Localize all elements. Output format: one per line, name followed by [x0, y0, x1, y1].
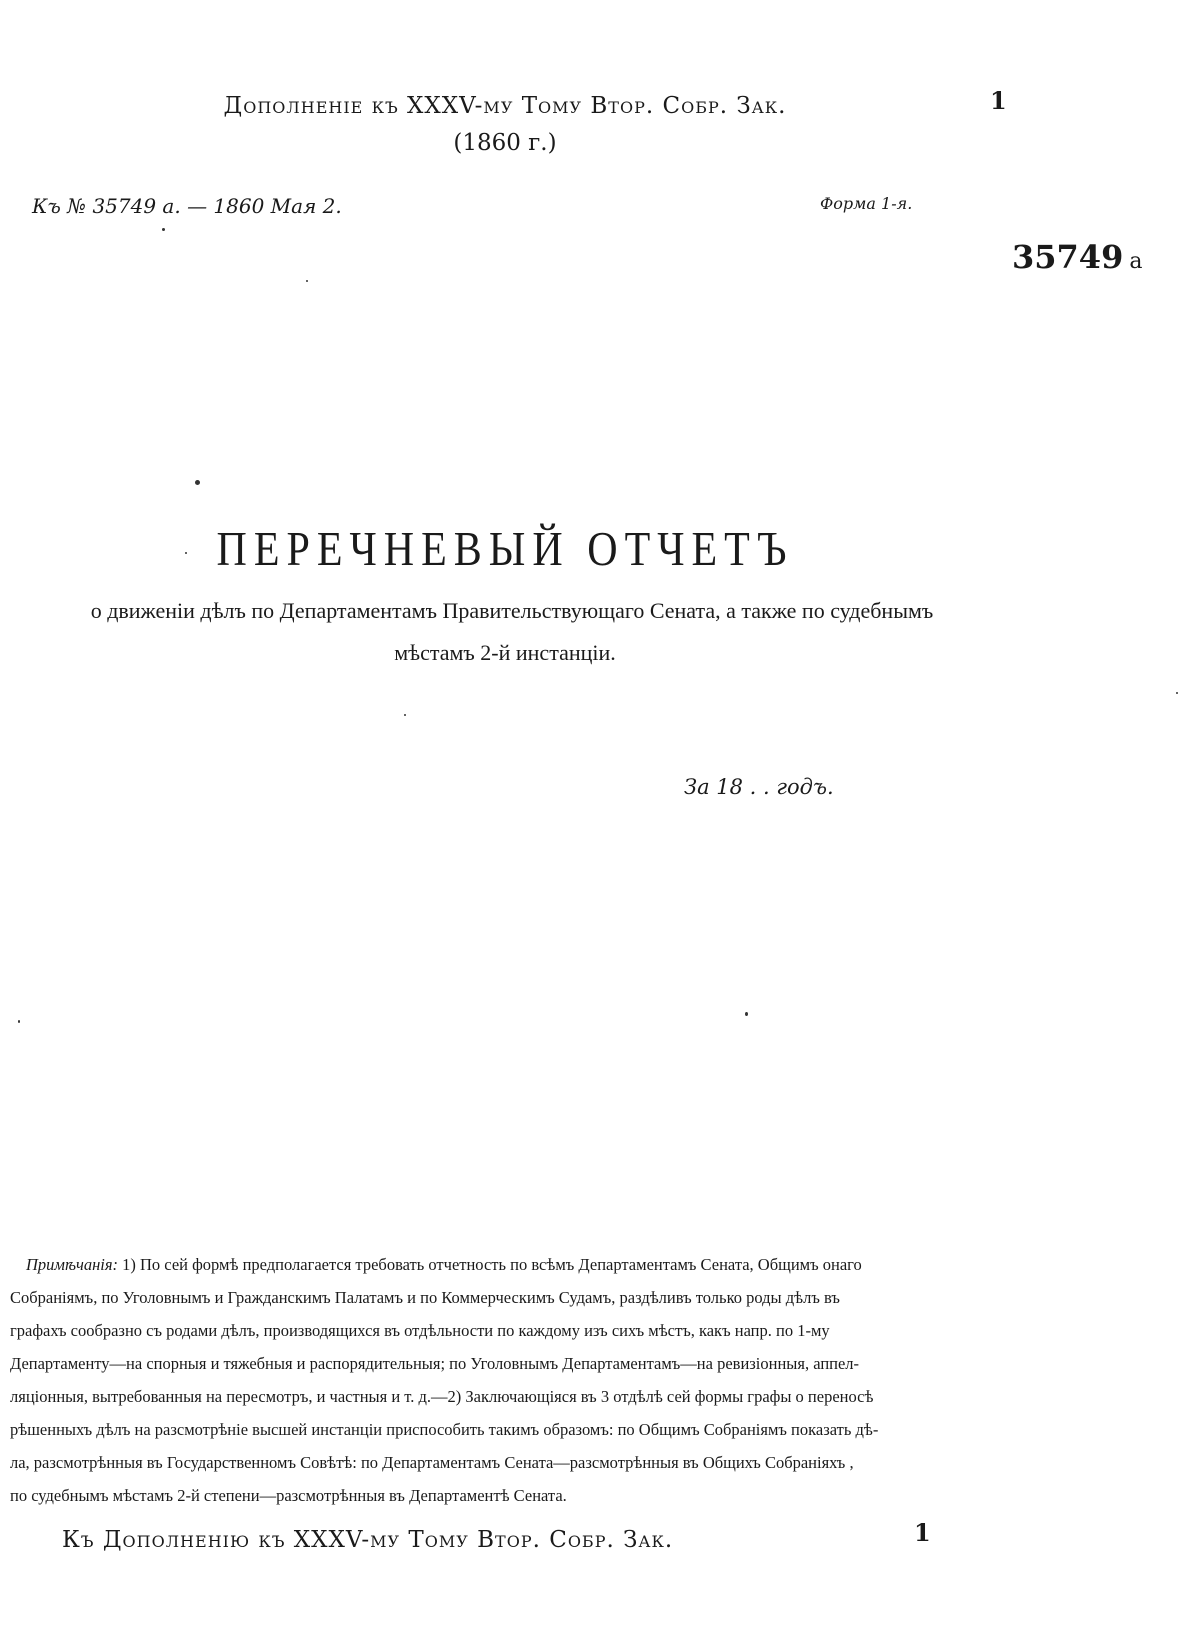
- document-number: [1012, 238, 1142, 276]
- footer-title: Къ Дополненію къ XXXV-му Тому Втор. Собр. Зак.: [62, 1527, 674, 1553]
- page-number-bottom: 1: [914, 1518, 931, 1547]
- page-number-top: 1: [990, 86, 1007, 115]
- notes-line: [10, 1248, 1050, 1281]
- document-number-suffix: а: [1129, 249, 1143, 274]
- subtitle-line-2: мѣстамъ 2-й инстанціи.: [394, 640, 616, 665]
- report-year-line: За 18 . . годъ.: [684, 775, 834, 799]
- notes-line-1: 1) По сей формѣ предполагается требовать отчетность по всѣмъ Департаментамъ Сената, Общимъ онаго: [118, 1255, 862, 1274]
- scan-speck: [18, 1020, 20, 1023]
- form-label: Форма 1-я.: [820, 194, 913, 213]
- scan-speck: [185, 552, 187, 554]
- scan-speck: [1176, 692, 1178, 694]
- scan-speck: [195, 480, 200, 485]
- notes-line-2: Собраніямъ, по Уголовнымъ и Гражданскимъ Палатамъ и по Коммерческимъ Судамъ, раздѣливъ только роды дѣлъ въ: [10, 1288, 840, 1307]
- header-title: Дополненіе къ XXXV-му Тому Втор. Собр. Зак.: [223, 93, 787, 119]
- scan-speck: [306, 280, 308, 282]
- subtitle-line-1: о движеніи дѣлъ по Департаментамъ Правительствующаго Сената, а также по судебнымъ: [90, 598, 934, 623]
- header-year: (1860 г.): [453, 130, 557, 156]
- main-title: ПЕРЕЧНЕВЫЙ ОТЧЕТЪ: [216, 523, 794, 577]
- scan-speck: [162, 228, 165, 231]
- notes-line-3: графахъ сообразно съ родами дѣлъ, производящихся въ отдѣльности по каждому изъ сихъ мѣстъ, какъ напр. по 1-му: [10, 1321, 830, 1340]
- notes-line-7: ла, разсмотрѣнныя въ Государственномъ Совѣтѣ: по Департаментамъ Сената—разсмотрѣнныя въ Общихъ Собраніяхъ ,: [10, 1453, 854, 1472]
- notes-line-5: ляціонныя, вытребованныя на пересмотръ, и частныя и т. д.—2) Заключающіяся въ 3 отдѣлѣ сей формы графы о переносѣ: [10, 1387, 874, 1406]
- notes-line-8: по судебнымъ мѣстамъ 2-й степени—разсмотрѣнныя въ Департаментѣ Сената.: [10, 1486, 567, 1505]
- notes-line-4: Департаменту—на спорныя и тяжебныя и распорядительныя; по Уголовнымъ Департаментамъ—на ревизіонныя, аппел-: [10, 1354, 860, 1373]
- document-number-value: 35749: [1012, 238, 1124, 276]
- scan-speck: [745, 1012, 748, 1016]
- notes-block: [10, 1248, 1050, 1512]
- scan-speck: [404, 714, 406, 716]
- decree-reference: Къ № 35749 а. — 1860 Мая 2.: [32, 194, 342, 218]
- notes-label: Примѣчанія:: [26, 1255, 119, 1274]
- notes-line-6: рѣшенныхъ дѣлъ на разсмотрѣніе высшей инстанціи приспособить такимъ образомъ: по Общимъ Собраніямъ показать дѣ-: [10, 1420, 879, 1439]
